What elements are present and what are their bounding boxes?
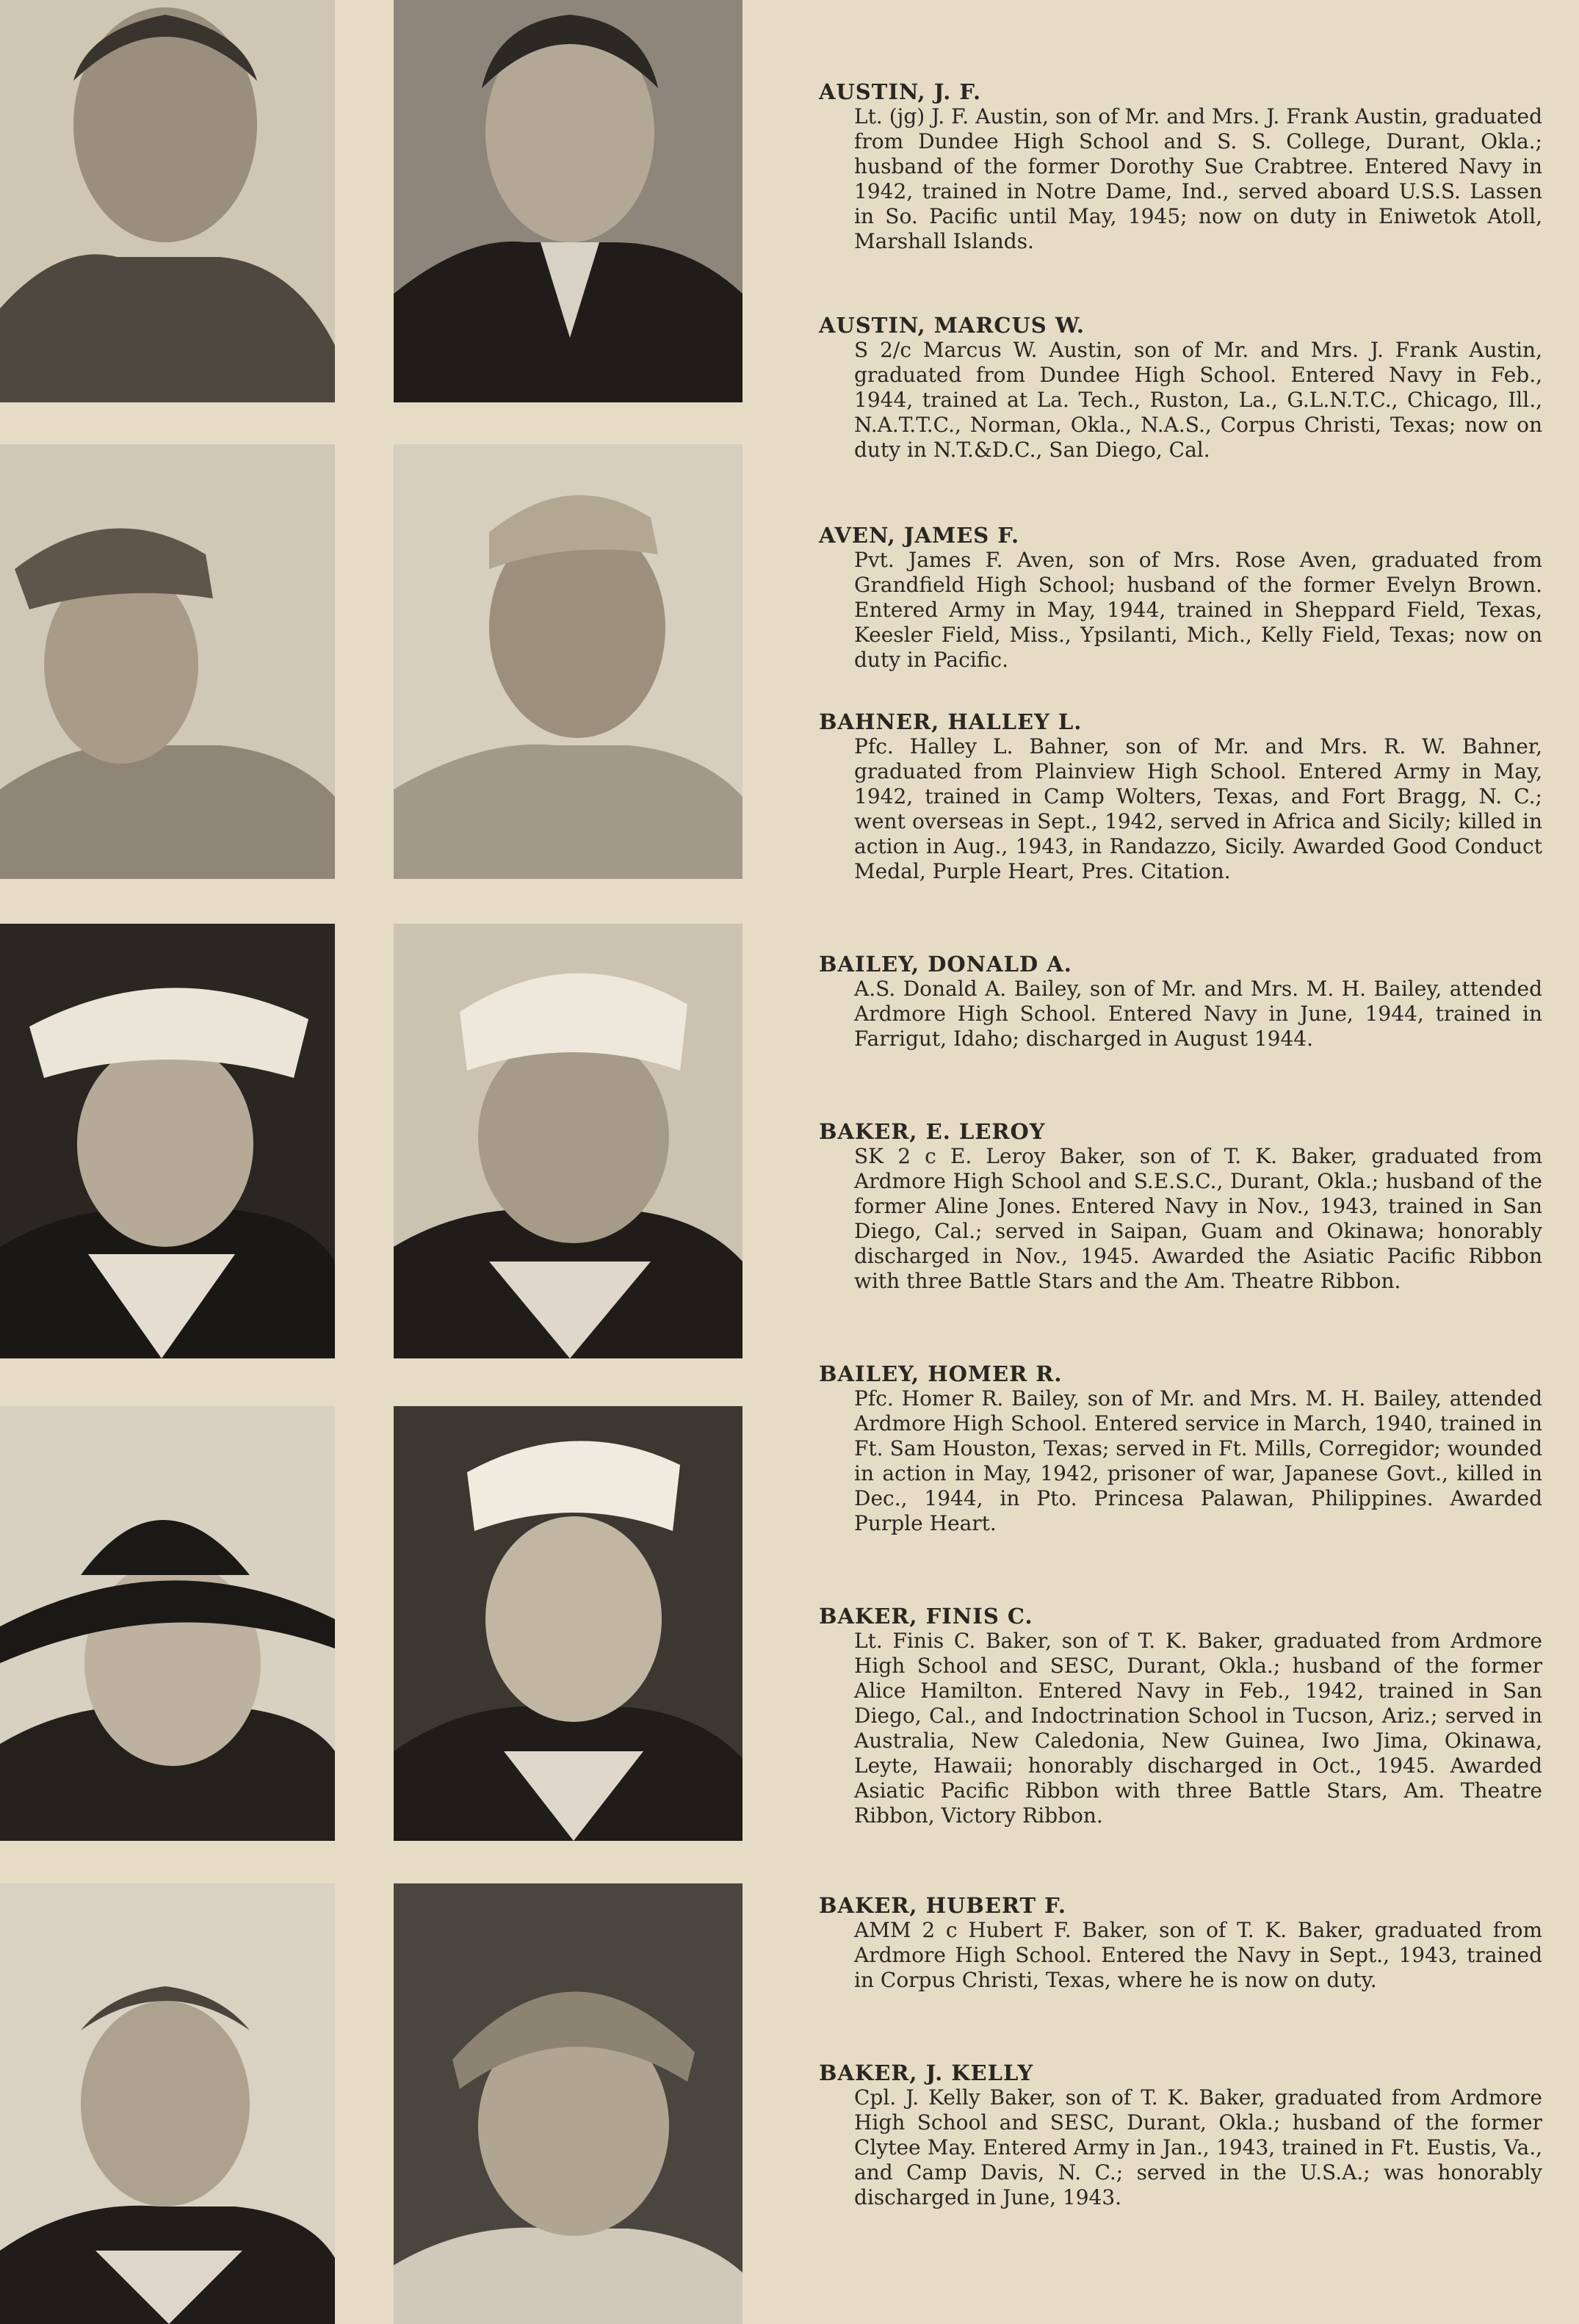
entry-baker-leroy bbox=[819, 1119, 1542, 1294]
portrait-photo-baker-leroy bbox=[394, 924, 742, 1358]
entry-biography: Lt. Finis C. Baker, son of T. K. Baker, graduated from Ardmore High School and SESC, Durant, Okla.; husband of the former Alice Hamilton. Entered Navy in Feb., 1942, trained in San Diego, Cal., and Indoctrination School in Tucson, Ariz.; served in Australia, New Caledonia, New Guinea, Iwo Jima, Okinawa, Leyte, Hawaii; honorably discharged in Oct., 1945. Awarded Asiatic Pacific Ribbon with three Battle Stars, Am. Theatre Ribbon, Victory Ribbon. bbox=[854, 1629, 1542, 1828]
entry-name: BAILEY, HOMER R. bbox=[819, 1361, 1063, 1386]
entry-bahner bbox=[819, 709, 1542, 884]
entry-biography: Lt. (jg) J. F. Austin, son of Mr. and Mrs. J. Frank Austin, graduated from Dundee High School and S. S. College, Durant, Okla.; husband of the former Dorothy Sue Crabtree. Entered Navy in 1942, trained in Notre Dame, Ind., served aboard U.S.S. Lassen in So. Pacific until May, 1945; now on duty in Eniwetok Atoll, Marshall Islands. bbox=[854, 104, 1542, 253]
portrait-photo-bahner bbox=[394, 444, 742, 879]
entry-biography: SK 2 c E. Leroy Baker, son of T. K. Baker, graduated from Ardmore High School and S.E.S.C., Durant, Okla.; husband of the former Aline Jones. Entered Navy in Nov., 1943, trained in San Diego, Cal.; served in Saipan, Guam and Okinawa; honorably discharged in Nov., 1945. Awarded the Asiatic Pacific Ribbon with three Battle Stars and the Am. Theatre Ribbon. bbox=[854, 1144, 1542, 1293]
entry-name: BAKER, FINIS C. bbox=[819, 1604, 1033, 1629]
entry-aven bbox=[819, 523, 1542, 673]
entry-name: BAHNER, HALLEY L. bbox=[819, 709, 1083, 734]
portrait-photo-bailey-homer bbox=[0, 1406, 335, 1841]
entry-baker-kelly bbox=[819, 2060, 1542, 2210]
entry-name: AUSTIN, MARCUS W. bbox=[819, 313, 1085, 338]
entry-biography: Cpl. J. Kelly Baker, son of T. K. Baker, graduated from Ardmore High School and SESC, Durant, Okla.; husband of the former Clytee May. Entered Army in Jan., 1943, trained in Ft. Eustis, Va., and Camp Davis, N. C.; served in the U.S.A.; was honorably discharged in June, 1943. bbox=[854, 2085, 1542, 2209]
entry-name: BAKER, E. LEROY bbox=[819, 1119, 1046, 1144]
entry-name: AVEN, JAMES F. bbox=[819, 523, 1020, 548]
entry-biography: S 2/c Marcus W. Austin, son of Mr. and Mrs. J. Frank Austin, graduated from Dundee High School. Entered Navy in Feb., 1944, trained at La. Tech., Ruston, La., G.L.N.T.C., Chicago, Ill., N.A.T.T.C., Norman, Okla., N.A.S., Corpus Christi, Texas; now on duty in N.T.&D.C., San Diego, Cal. bbox=[854, 338, 1542, 462]
entry-bailey-homer bbox=[819, 1361, 1542, 1536]
entry-austin-marcus bbox=[819, 313, 1542, 463]
entry-baker-finis bbox=[819, 1604, 1542, 1828]
entry-name: BAILEY, DONALD A. bbox=[819, 952, 1072, 977]
entry-biography: Pvt. James F. Aven, son of Mrs. Rose Aven, graduated from Grandfield High School; husband of the former Evelyn Brown. Entered Army in May, 1944, trained in Sheppard Field, Texas, Keesler Field, Miss., Ypsilanti, Mich., Kelly Field, Texas; now on duty in Pacific. bbox=[854, 548, 1542, 672]
entry-bailey-donald bbox=[819, 952, 1542, 1051]
portrait-photo-austin-marcus bbox=[394, 0, 742, 402]
entry-baker-hubert bbox=[819, 1893, 1542, 1993]
entry-biography: Pfc. Halley L. Bahner, son of Mr. and Mrs. R. W. Bahner, graduated from Plainview High School. Entered Army in May, 1942, trained in Camp Wolters, Texas, and Fort Bragg, N. C.; went overseas in Sept., 1942, served in Africa and Sicily; killed in action in Aug., 1943, in Randazzo, Sicily. Awarded Good Conduct Medal, Purple Heart, Pres. Citation. bbox=[854, 734, 1542, 883]
portrait-photo-baker-hubert bbox=[0, 1883, 335, 2324]
portrait-photo-bailey-donald bbox=[0, 924, 335, 1358]
entry-name: AUSTIN, J. F. bbox=[819, 79, 982, 104]
portrait-photo-austin-jf bbox=[0, 0, 335, 402]
portrait-photo-aven bbox=[0, 444, 335, 879]
portrait-photo-baker-finis bbox=[394, 1406, 742, 1841]
entry-biography: AMM 2 c Hubert F. Baker, son of T. K. Baker, graduated from Ardmore High School. Entered the Navy in Sept., 1943, trained in Corpus Christi, Texas, where he is now on duty. bbox=[854, 1918, 1542, 1992]
entry-name: BAKER, HUBERT F. bbox=[819, 1893, 1066, 1918]
entry-austin-jf bbox=[819, 79, 1542, 254]
entry-name: BAKER, J. KELLY bbox=[819, 2060, 1034, 2085]
entry-biography: Pfc. Homer R. Bailey, son of Mr. and Mrs. M. H. Bailey, attended Ardmore High School. Entered service in March, 1940, trained in Ft. Sam Houston, Texas; served in Ft. Mills, Corregidor; wounded in action in May, 1942, prisoner of war, Japanese Govt., killed in Dec., 1944, in Pto. Princesa Palawan, Philippines. Awarded Purple Heart. bbox=[854, 1386, 1542, 1535]
portrait-photo-baker-kelly bbox=[394, 1883, 742, 2324]
entry-biography: A.S. Donald A. Bailey, son of Mr. and Mrs. M. H. Bailey, attended Ardmore High School. Entered Navy in June, 1944, trained in Farrigut, Idaho; discharged in August 1944. bbox=[854, 977, 1542, 1051]
